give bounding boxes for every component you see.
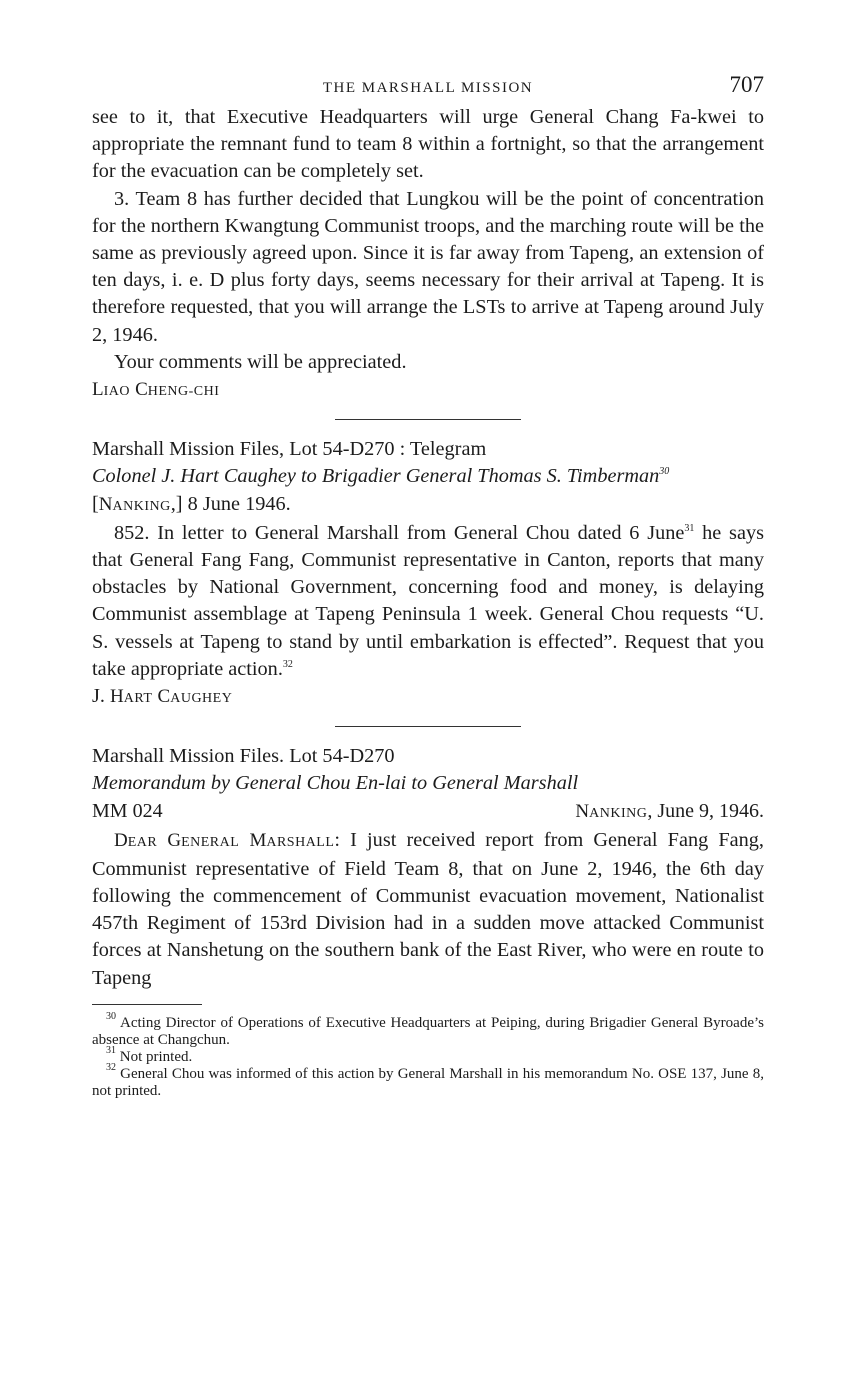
footnote-31: $^{31}$ Not printed.	[106, 1044, 193, 1065]
dateline: NANKING, June 9, 1946.	[575, 799, 764, 822]
footnote-32: $^{32}$ General Chou was informed of this action by General Marshall in his memorandum No. OSE 137, June 8, not printed.	[92, 1061, 764, 1099]
footnote-ref: 31	[684, 522, 695, 534]
document-caughey-telegram	[92, 436, 764, 712]
letter-paragraph-continuation: see to it, that Executive Headquarters will urge General Chang Fa-kwei to appropriate the remnant fund to team 8 within a fortnight, so that the arrangement for the evacuation can be completely set.	[92, 106, 764, 183]
footnote-ref: 30	[659, 466, 670, 478]
document-chou-memorandum	[92, 743, 764, 992]
footnote-divider	[92, 1004, 202, 1005]
source-citation: Marshall Mission Files, Lot 54-D270 : Telegram	[92, 438, 487, 461]
telegram-paragraph: 852. In letter to General Marshall from General Chou dated 6 June$^{31}$ he says that General Fang Fang, Communist representative in Canton, reports that many obstacles by National Government, concerning food and money, is delaying Communist assemblage at Tapeng Peninsula 1 week. General Chou requests “U. S. vessels at Tapeng to stand by until embarkation is effected”. Request that you take appropriate action.$^{32}$	[92, 521, 764, 680]
page-number: 707	[729, 72, 764, 97]
footnotes	[92, 1010, 764, 1100]
reference-line	[92, 798, 764, 827]
letter-paragraph-3: 3. Team 8 has further decided that Lungkou will be the point of concentration for the northern Kwangtung Communist troops, and the marching route will be the same as previously agreed upon. Since it is far away from Tapeng, an extension of ten days, i. e. D plus forty days, seems necessary for their arrival at Tapeng. It is therefore requested, that you will arrange the LSTs to arrive at Tapeng around July 2, 1946.	[92, 187, 764, 346]
signature-liao: LIAO CHENG-CHI	[92, 379, 220, 401]
section-divider	[335, 726, 521, 727]
source-citation: Marshall Mission Files. Lot 54-D270	[92, 745, 395, 768]
document-title: Memorandum by General Chou En-lai to General Marshall	[92, 772, 579, 795]
document-title: Colonel J. Hart Caughey to Brigadier General Thomas S. Timberman$^{30}$	[92, 465, 670, 488]
memo-reference: MM 024	[92, 799, 163, 822]
page-header	[92, 74, 764, 104]
section-divider	[335, 419, 521, 420]
footnote-30: $^{30}$ Acting Director of Operations of Executive Headquarters at Peiping, during Brigadier General Byroade’s absence at Changchun.	[92, 1010, 764, 1048]
dateline: [NANKING,] 8 June 1946.	[92, 492, 291, 515]
document-page	[92, 74, 764, 1100]
footnote-ref: 32	[282, 658, 293, 670]
signature-caughey: J. HART CAUGHEY	[92, 685, 233, 708]
salutation: DEAR GENERAL MARSHALL:	[114, 828, 341, 851]
running-head: THE MARSHALL MISSION	[322, 80, 534, 96]
letter-closing: Your comments will be appreciated.	[114, 350, 407, 373]
document-liao-letter	[92, 104, 764, 405]
memo-paragraph: DEAR GENERAL MARSHALL: I just received report from General Fang Fang, Communist representative of Field Team 8, that on June 2, 1946, the 6th day following the commencement of Communist evacuation movement, Nationalist 457th Regiment of 153rd Division had in a sudden move attacked Communist forces at Nanshetung on the southern bank of the East River, who were en route to Tapeng	[92, 828, 764, 989]
